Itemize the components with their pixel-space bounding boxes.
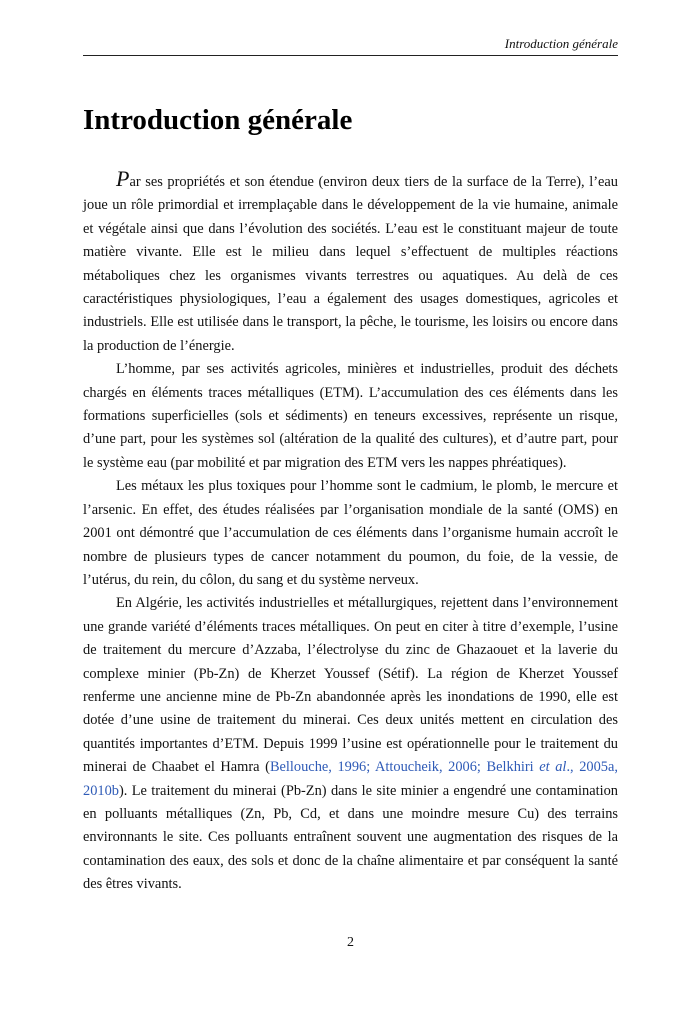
paragraph-2: L’homme, par ses activités agricoles, minières et industrielles, produit des déchets chargés en éléments traces métalliques (ETM). L’accumulation des ces éléments dans les formations superficielles (sols et sédiments) en teneurs excessives, représente un risque, d’une part, pour les systèmes sol (altération de la qualité des cultures), et d’autre part, pour le système eau (par mobilité et par migration des ETM vers les nappes phréatiques). <box>83 361 618 471</box>
paragraph-3: Les métaux les plus toxiques pour l’homme sont le cadmium, le plomb, le mercure et l’arsenic. En effet, des études réalisées par l’organisation mondiale de la santé (OMS) en 2001 ont démontré que l’accumulation de ces éléments dans l’organisme humain accroît le nombre de plusieurs types de cancer notamment du poumon, du foie, de la vessie, de l’utérus, du rein, du côlon, du sang et du système nerveux. <box>83 478 618 588</box>
paragraph-1 <box>83 167 618 358</box>
paragraph-4-text-after: ). Le traitement du minerai (Pb-Zn) dans le site minier a engendré une contamination en polluants métalliques (Zn, Pb, Cd, et dans une moindre mesure Cu) des terrains environnants le site. Ces polluants entraînent souvent une augmentation des risques de la contamination des eaux, des sols et donc de la chaîne alimentaire et par conséquent la santé des êtres vivants. <box>83 782 618 893</box>
paragraph-4-text-before: En Algérie, les activités industrielles et métallurgiques, rejettent dans l’environnement une grande variété d’éléments traces métalliques. On peut en citer à titre d’exemple, l’usine de traitement du mercure d’Azzaba, l’électrolyse du zinc de Ghazaouet et la laverie du complexe minier (Pb-Zn) de Kherzet Youssef (Sétif). La région de Kherzet Youssef renferme une ancienne mine de Pb-Zn abandonnée après les inondations de 1990, elle est dotée d’une usine de traitement du minerai. Ces deux unités mettent en circulation des quantités importantes d’ETM. Depuis 1999 l’usine est opérationnelle pour le traitement du minerai de Chaabet el Hamra ( <box>83 595 618 776</box>
running-header-title: Introduction générale <box>504 36 618 51</box>
citation-part-1: Bellouche, 1996; Attoucheik, 2006; Belkhiri <box>269 759 540 776</box>
paragraph-1-text: ar ses propriétés et son étendue (environ deux tiers de la surface de la Terre), l’eau joue un rôle primordial et irremplaçable dans le développement de la vie humaine, animale et végétale ainsi que dans l’évolution des sociétés. L’eau est le constituant majeur de toute matière vivante. Elle est le milieu dans lequel s’effectuent de multiples réactions métaboliques chez les organismes vivants terrestres ou aquatiques. Au delà de ces caractéristiques physiologiques, l’eau a également des usages domestiques, agricoles et industriels. Elle est utilisée dans le transport, la pêche, le tourisme, les loisirs ou encore dans la production de l’énergie. <box>83 174 618 354</box>
chapter-title: Introduction générale <box>83 104 353 136</box>
header-divider <box>83 55 618 56</box>
citation-part-2: ., 2005a, 2010b <box>83 759 618 799</box>
drop-cap-letter: P <box>116 166 130 191</box>
body-text <box>83 167 618 897</box>
citation-et-al: et al <box>539 759 567 776</box>
page-number: 2 <box>347 935 354 950</box>
paragraph-4 <box>83 592 618 896</box>
